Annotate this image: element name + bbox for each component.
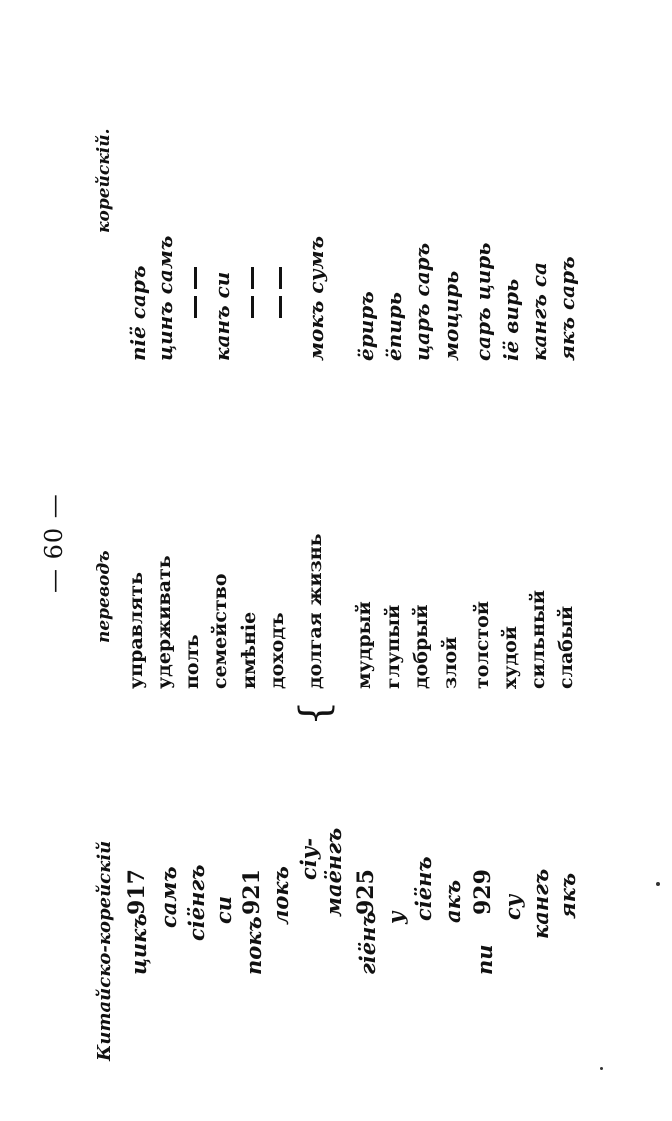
romanization: маёнгъ (321, 827, 346, 917)
korean-word: мокъ сумъ (304, 235, 328, 361)
ditto-dash (251, 296, 254, 318)
korean-word: іё вирь (499, 278, 523, 361)
romanization: си (211, 895, 236, 924)
romanization: су (500, 894, 525, 920)
page-number: — 60 — (40, 493, 68, 593)
scan-speck (600, 1067, 603, 1070)
translation: глупый (382, 604, 404, 689)
korean-word: канъ си (210, 271, 234, 361)
translation: мудрый (353, 601, 375, 689)
translation: добрый (410, 604, 432, 689)
romanization: локъ (268, 866, 293, 925)
translation: полъ (181, 634, 203, 689)
korean-word: ёпирь (382, 292, 406, 361)
brace: { (292, 700, 338, 726)
entry-number: 917 (124, 869, 150, 915)
romanization: сіёнгъ (184, 864, 209, 941)
romanization: гіёнъ (355, 911, 380, 975)
romanization: акъ (440, 879, 465, 923)
translation: толстой (471, 601, 493, 689)
header-translation: переводъ (94, 550, 114, 643)
translation: долгая жизнь (304, 533, 326, 689)
korean-word: якъ саръ (555, 256, 579, 361)
romanization: у (383, 911, 408, 924)
entry-number: 929 (470, 869, 496, 915)
korean-word: моцирь (439, 270, 463, 361)
scan-speck (656, 882, 660, 886)
korean-word: кангъ са (527, 262, 551, 361)
romanization: пи (472, 944, 497, 975)
entry-number: 921 (239, 869, 265, 915)
entry-number: 925 (353, 869, 379, 915)
ditto-dash (279, 267, 282, 289)
korean-word: царъ саръ (410, 242, 434, 361)
ditto-dash (279, 296, 282, 318)
korean-word: ёриръ (354, 291, 378, 361)
header-sino-korean: Китайско-корейскій (94, 840, 115, 1061)
translation: удерживать (153, 555, 175, 689)
translation: управлять (125, 572, 147, 689)
translation: злой (439, 636, 461, 689)
translation: семейство (209, 573, 231, 689)
korean-word: цинъ самъ (153, 235, 177, 361)
romanization: якъ (555, 872, 580, 919)
romanization: сіу- (296, 837, 321, 880)
translation: худой (499, 626, 521, 689)
romanization: цикъ (126, 913, 151, 975)
ditto-dash (194, 296, 197, 318)
translation: слабый (555, 605, 577, 689)
korean-word: піё саръ (126, 265, 150, 361)
romanization: покъ (241, 916, 266, 975)
translation: имѣніе (238, 611, 260, 689)
ditto-dash (251, 267, 254, 289)
header-korean: корейскій. (94, 128, 114, 233)
ditto-dash (194, 267, 197, 289)
romanization: самъ (156, 866, 181, 928)
korean-word: саръ цирь (471, 242, 495, 361)
romanization: сіёнъ (411, 856, 436, 921)
romanization: кангъ (528, 868, 553, 939)
translation: доходъ (266, 612, 288, 689)
translation: сильный (527, 590, 549, 689)
